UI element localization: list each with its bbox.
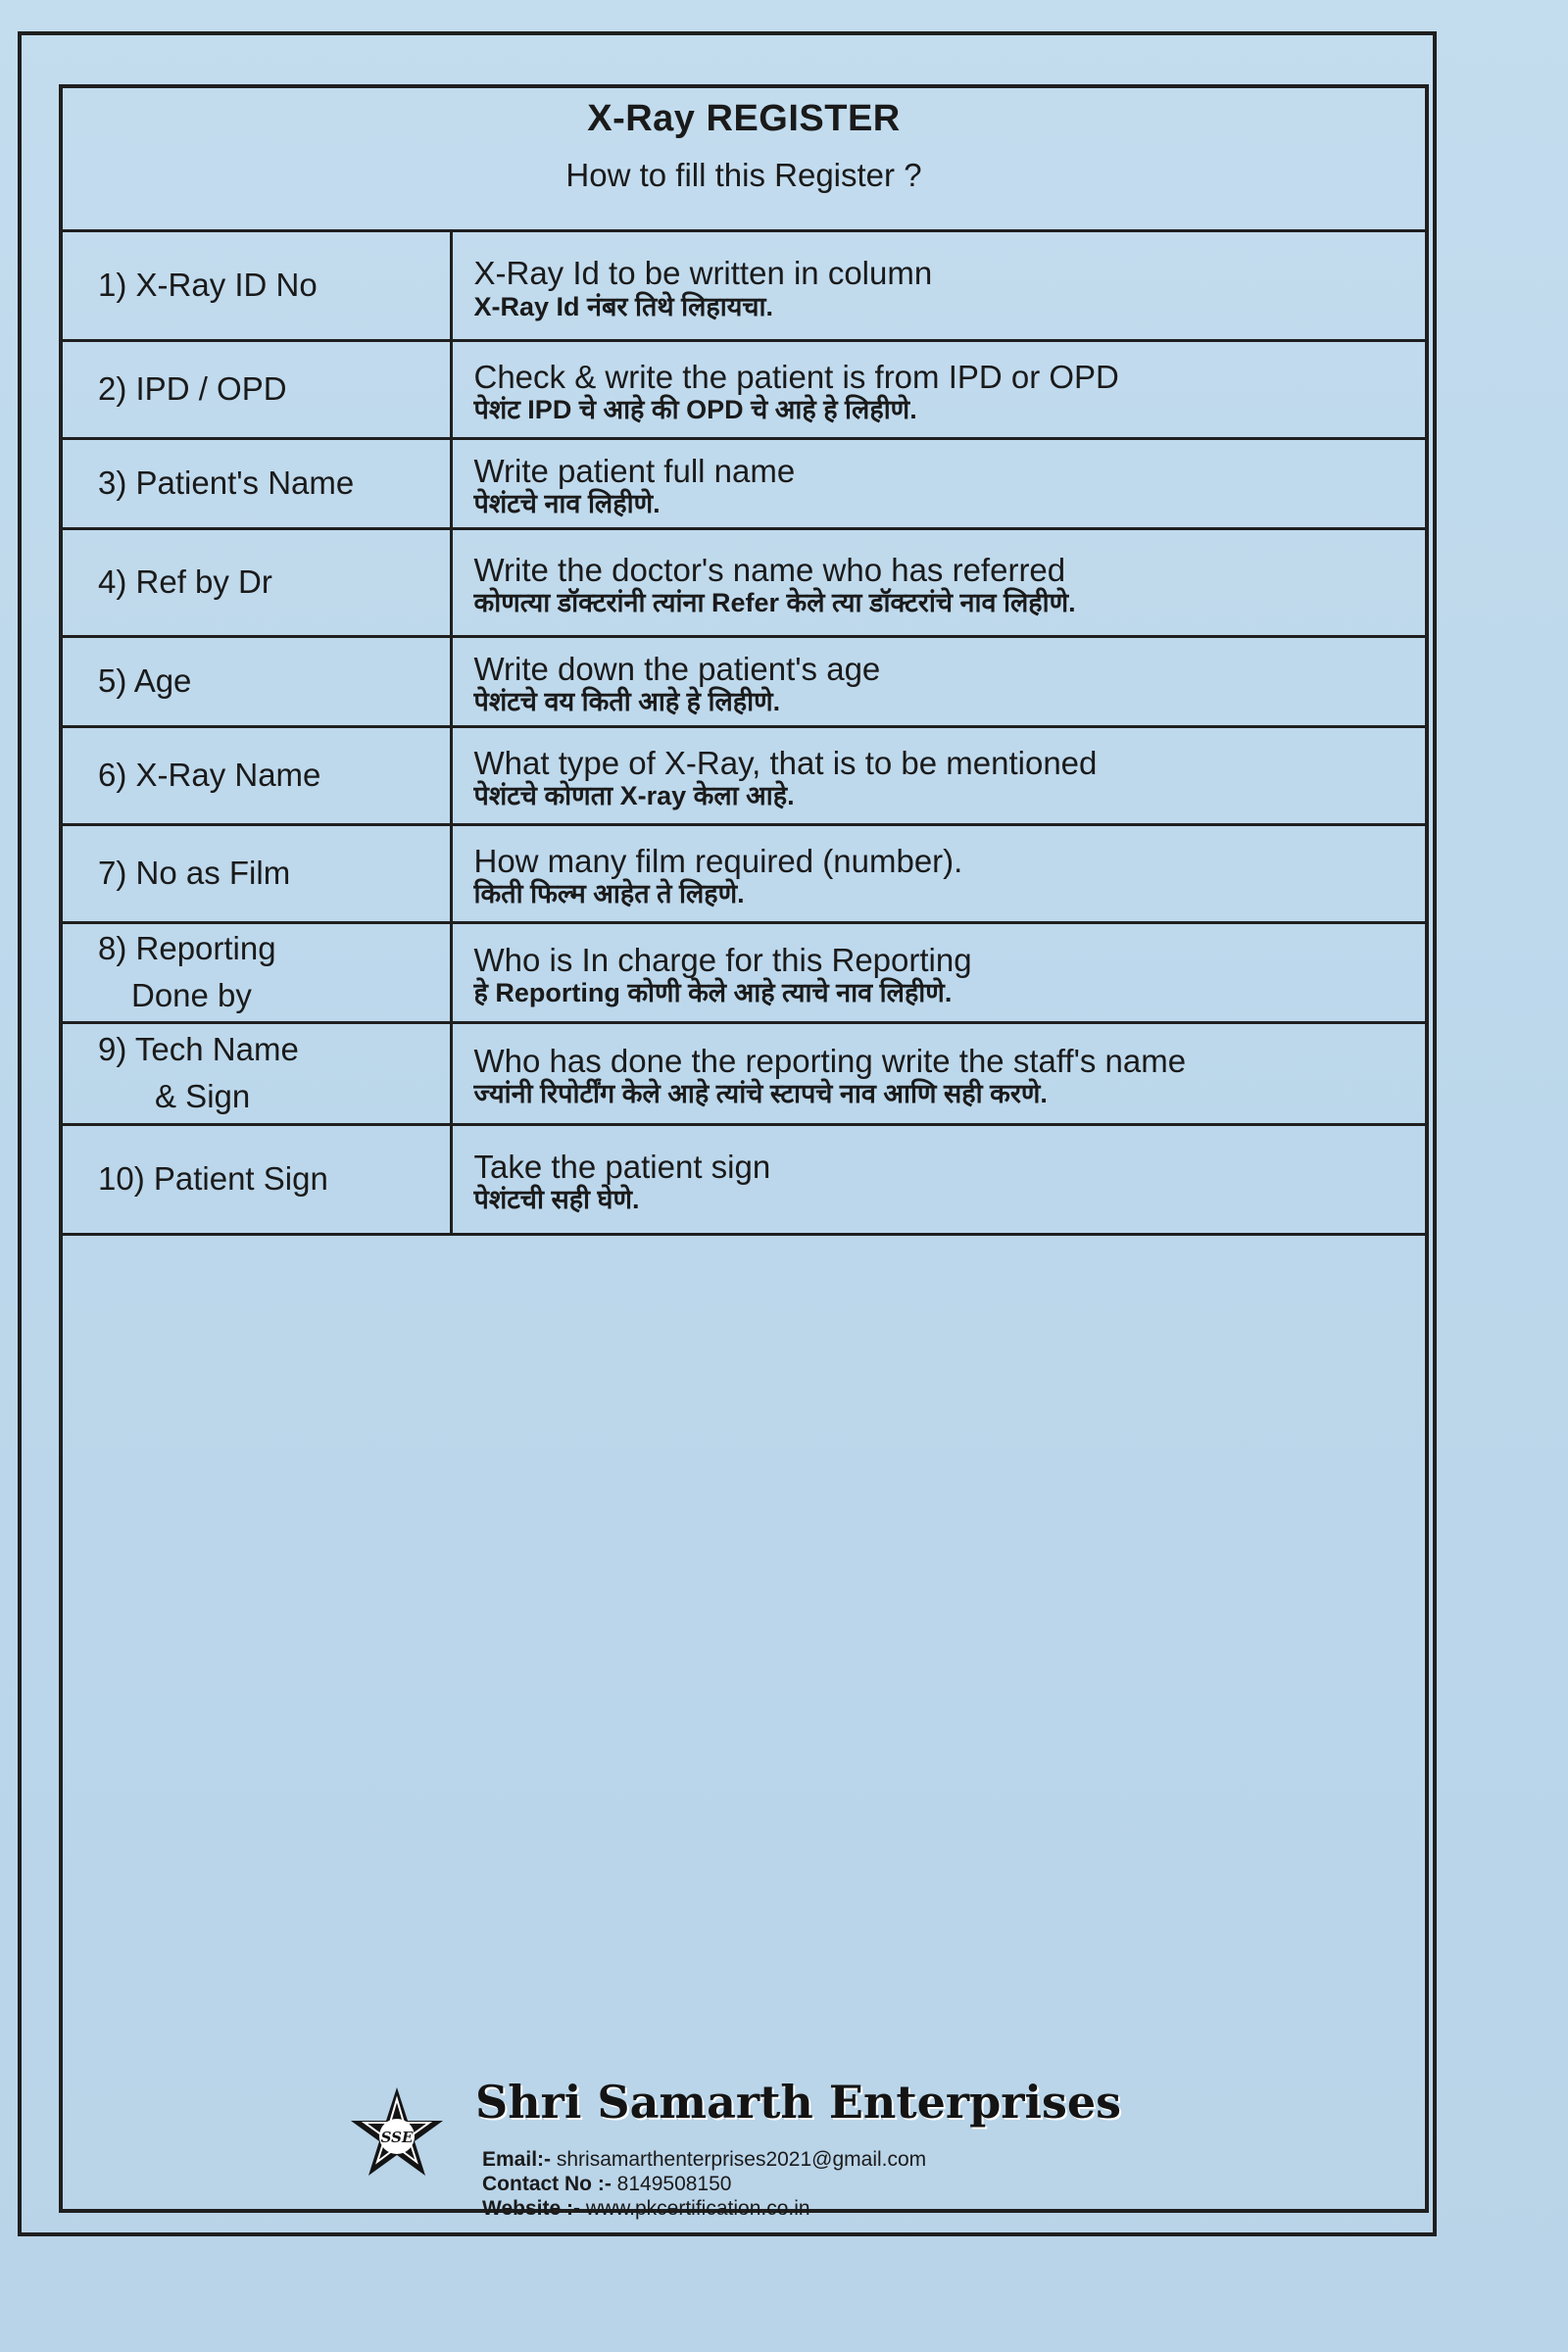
field-name — [59, 1022, 451, 1124]
instruction-english: Write down the patient's age — [473, 650, 881, 687]
table-row — [59, 340, 1429, 438]
instruction-english: Check & write the patient is from IPD or OPD — [473, 358, 1119, 395]
company-footer — [343, 2076, 1127, 2220]
instruction-english: X-Ray Id to be written in column — [473, 254, 933, 291]
email-value: shrisamarthenterprises2021@gmail.com — [556, 2148, 927, 2171]
instruction-cell — [451, 438, 1429, 528]
table-row — [59, 922, 1429, 1022]
instruction-english: Who has done the reporting write the staff's name — [473, 1042, 1187, 1079]
table-row — [59, 1022, 1429, 1124]
instruction-cell — [451, 232, 1429, 340]
instruction-cell — [451, 528, 1429, 636]
table-row — [59, 726, 1429, 824]
instruction-marathi: कोणत्या डॉक्टरांनी त्यांना Refer केले त्या डॉक्टरांचे नाव लिहीणे. — [473, 588, 1076, 618]
field-name: 1) X-Ray ID No — [59, 232, 451, 340]
company-name: Shri Samarth Enterprises — [475, 2076, 1122, 2129]
instruction-marathi: X-Ray Id नंबर तिथे लिहायचा. — [473, 291, 774, 321]
field-name-line1: 9) Tech Name — [98, 1031, 299, 1068]
instruction-cell — [451, 824, 1429, 922]
instruction-english: How many film required (number). — [473, 842, 963, 879]
table-row — [59, 824, 1429, 922]
instruction-cell — [451, 1022, 1429, 1124]
table-row — [59, 528, 1429, 636]
instruction-english: Write the doctor's name who has referred — [473, 551, 1066, 588]
table-row — [59, 232, 1429, 340]
field-name-line1: 8) Reporting — [98, 930, 276, 967]
instruction-english: Take the patient sign — [473, 1148, 771, 1185]
field-name-line2: & Sign — [155, 1078, 251, 1114]
star-logo-icon — [343, 2085, 451, 2193]
field-name: 4) Ref by Dr — [59, 528, 451, 636]
instruction-marathi: पेशंटचे वय किती आहे हे लिहीणे. — [473, 687, 781, 717]
instruction-english: Who is In charge for this Reporting — [473, 941, 972, 978]
table-row — [59, 438, 1429, 528]
page-subtitle: How to fill this Register ? — [565, 157, 922, 193]
instruction-marathi: हे Reporting कोणी केले आहे त्याचे नाव लिहीणे. — [473, 978, 953, 1008]
instruction-marathi: पेशंटचे नाव लिहीणे. — [473, 489, 661, 519]
website-label: Website :- — [482, 2196, 580, 2220]
instruction-cell — [451, 726, 1429, 824]
website-value: www.pkcertification.co.in — [585, 2196, 810, 2220]
instruction-cell — [451, 922, 1429, 1022]
field-name-line2: Done by — [131, 977, 252, 1013]
instruction-cell — [451, 340, 1429, 438]
field-name: 7) No as Film — [59, 824, 451, 922]
contact-label: Contact No :- — [482, 2172, 612, 2195]
field-name — [59, 922, 451, 1022]
table-row — [59, 1124, 1429, 1234]
title-block — [59, 84, 1429, 232]
register-table — [59, 84, 1429, 1236]
logo-monogram: SSE — [380, 2129, 414, 2146]
contact-value: 8149508150 — [616, 2172, 732, 2195]
instruction-marathi: पेशंटची सही घेणे. — [473, 1185, 640, 1215]
instructions-table — [59, 232, 1429, 1236]
field-name: 6) X-Ray Name — [59, 726, 451, 824]
instruction-marathi: पेशंट IPD चे आहे की OPD चे आहे हे लिहीणे. — [473, 395, 917, 425]
instruction-marathi: किती फिल्म आहेत ते लिहणे. — [473, 879, 745, 909]
instruction-english: What type of X-Ray, that is to be mentioned — [473, 744, 1098, 781]
instruction-cell — [451, 1124, 1429, 1234]
field-name: 2) IPD / OPD — [59, 340, 451, 438]
field-name: 10) Patient Sign — [59, 1124, 451, 1234]
instruction-english: Write patient full name — [473, 452, 796, 489]
field-name: 3) Patient's Name — [59, 438, 451, 528]
field-name: 5) Age — [59, 636, 451, 726]
instruction-cell — [451, 636, 1429, 726]
page-title: X-Ray REGISTER — [587, 98, 901, 139]
instruction-marathi: पेशंटचे कोणता X-ray केला आहे. — [473, 781, 795, 811]
instruction-marathi: ज्यांनी रिपोर्टींग केले आहे त्यांचे स्टापचे नाव आणि सही करणे. — [473, 1079, 1048, 1109]
email-label: Email:- — [482, 2148, 552, 2171]
contact-details — [482, 2148, 926, 2221]
table-row — [59, 636, 1429, 726]
